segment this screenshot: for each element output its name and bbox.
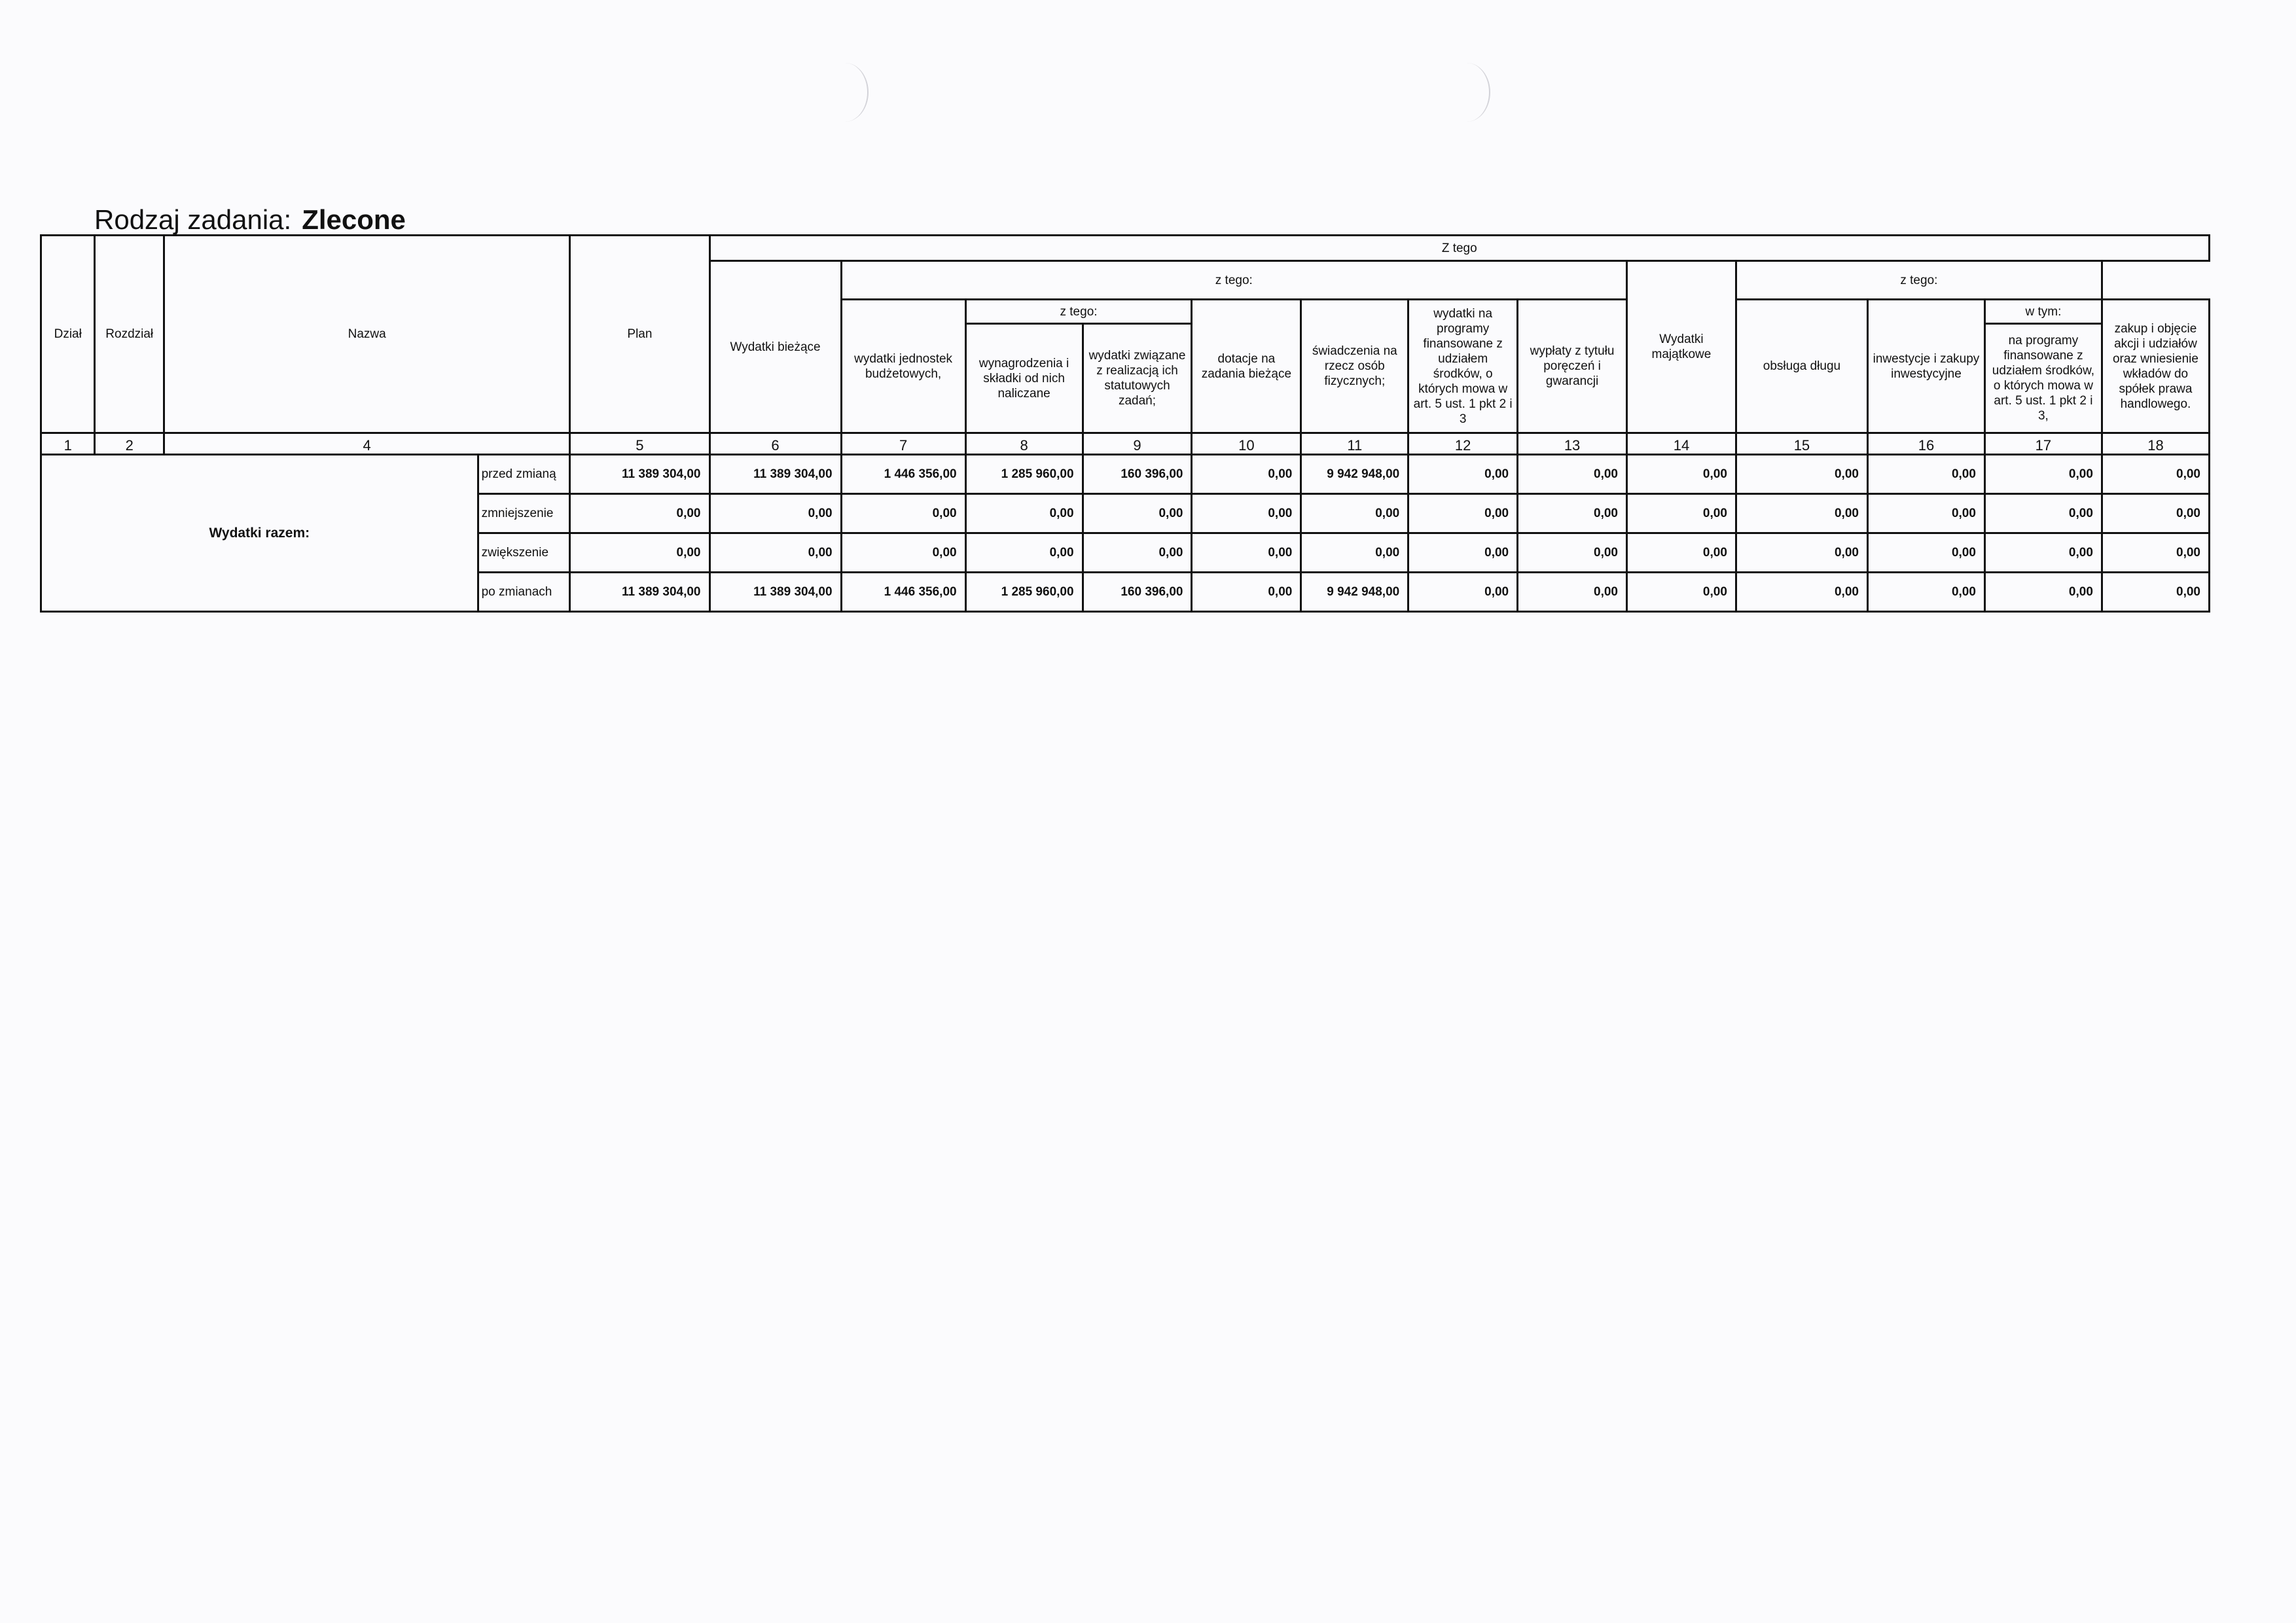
value-cell: 0,00 xyxy=(2102,533,2209,573)
column-number: 13 xyxy=(1518,433,1627,455)
column-number: 2 xyxy=(95,433,164,455)
value-cell: 0,00 xyxy=(1518,494,1627,533)
header-obsluga-dlugu: obsługa długu xyxy=(1736,300,1867,433)
header-plan: Plan xyxy=(570,236,709,433)
header-rozdzial: Rozdział xyxy=(95,236,164,433)
header-dzial: Dział xyxy=(41,236,95,433)
column-number: 6 xyxy=(709,433,841,455)
value-cell: 0,00 xyxy=(570,533,709,573)
header-na-programy: na programy finansowane z udziałem środków, o których mowa w art. 5 ust. 1 pkt 2 i 3, xyxy=(1984,324,2102,433)
value-cell: 0,00 xyxy=(1301,494,1408,533)
header-inwestycje: inwestycje i zakupy inwestycyjne xyxy=(1867,300,1984,433)
column-number-row xyxy=(41,433,2210,455)
title-prefix: Rodzaj zadania: xyxy=(94,204,292,235)
value-cell: 0,00 xyxy=(1736,455,1867,494)
title-kind: Zlecone xyxy=(302,204,406,235)
value-cell: 0,00 xyxy=(1192,455,1301,494)
column-number: 9 xyxy=(1083,433,1192,455)
value-cell: 0,00 xyxy=(1867,455,1984,494)
value-cell: 1 446 356,00 xyxy=(841,573,965,612)
value-cell: 1 285 960,00 xyxy=(965,573,1083,612)
value-cell: 0,00 xyxy=(1984,533,2102,573)
header-wydatki-statutowe: wydatki związane z realizacją ich statutowych zadań; xyxy=(1083,324,1192,433)
value-cell: 0,00 xyxy=(1518,455,1627,494)
value-cell: 0,00 xyxy=(1627,494,1736,533)
column-number: 15 xyxy=(1736,433,1867,455)
column-number: 14 xyxy=(1627,433,1736,455)
column-number: 1 xyxy=(41,433,95,455)
value-cell: 11 389 304,00 xyxy=(570,455,709,494)
value-cell: 0,00 xyxy=(709,494,841,533)
row-label: zmniejszenie xyxy=(478,494,570,533)
header-wyplaty: wypłaty z tytułu poręczeń i gwarancji xyxy=(1518,300,1627,433)
header-zakup-akcji: zakup i objęcie akcji i udziałów oraz wniesienie wkładów do spółek prawa handlowego. xyxy=(2102,300,2209,433)
value-cell: 0,00 xyxy=(2102,455,2209,494)
header-wynagrodzenia: wynagrodzenia i składki od nich naliczane xyxy=(965,324,1083,433)
column-number: 11 xyxy=(1301,433,1408,455)
value-cell: 0,00 xyxy=(841,533,965,573)
table-row xyxy=(41,455,2210,494)
value-cell: 0,00 xyxy=(1736,494,1867,533)
value-cell: 0,00 xyxy=(1984,494,2102,533)
column-number: 18 xyxy=(2102,433,2209,455)
column-number: 8 xyxy=(965,433,1083,455)
value-cell: 0,00 xyxy=(1736,573,1867,612)
value-cell: 0,00 xyxy=(1192,573,1301,612)
value-cell: 0,00 xyxy=(1192,533,1301,573)
header-wydatki-biezace: Wydatki bieżące xyxy=(709,261,841,433)
value-cell: 0,00 xyxy=(1408,455,1518,494)
row-label: przed zmianą xyxy=(478,455,570,494)
value-cell: 0,00 xyxy=(1984,573,2102,612)
row-label: zwiększenie xyxy=(478,533,570,573)
value-cell: 0,00 xyxy=(1984,455,2102,494)
column-number: 4 xyxy=(164,433,570,455)
summary-label: Wydatki razem: xyxy=(41,455,478,612)
value-cell: 0,00 xyxy=(1627,573,1736,612)
header-swiadczenia: świadczenia na rzecz osób fizycznych; xyxy=(1301,300,1408,433)
column-number: 7 xyxy=(841,433,965,455)
punch-hole-right xyxy=(1443,63,1490,122)
value-cell: 9 942 948,00 xyxy=(1301,455,1408,494)
value-cell: 0,00 xyxy=(1518,533,1627,573)
value-cell: 0,00 xyxy=(965,533,1083,573)
value-cell: 0,00 xyxy=(1192,494,1301,533)
value-cell: 160 396,00 xyxy=(1083,573,1192,612)
header-z-tego-jednostek: z tego: xyxy=(965,300,1192,324)
column-number: 17 xyxy=(1984,433,2102,455)
header-wydatki-majatkowe: Wydatki majątkowe xyxy=(1627,261,1736,433)
page-title xyxy=(94,200,406,240)
column-number: 16 xyxy=(1867,433,1984,455)
value-cell: 11 389 304,00 xyxy=(709,455,841,494)
value-cell: 9 942 948,00 xyxy=(1301,573,1408,612)
column-number: 10 xyxy=(1192,433,1301,455)
header-z-tego-top: Z tego xyxy=(709,236,2210,261)
column-number: 12 xyxy=(1408,433,1518,455)
value-cell: 11 389 304,00 xyxy=(709,573,841,612)
value-cell: 1 285 960,00 xyxy=(965,455,1083,494)
value-cell: 0,00 xyxy=(2102,573,2209,612)
value-cell: 0,00 xyxy=(965,494,1083,533)
header-wydatki-programy: wydatki na programy finansowane z udziałem środków, o których mowa w art. 5 ust. 1 pkt 2 i 3 xyxy=(1408,300,1518,433)
column-number: 5 xyxy=(570,433,709,455)
value-cell: 0,00 xyxy=(1408,533,1518,573)
value-cell: 0,00 xyxy=(1408,573,1518,612)
value-cell: 0,00 xyxy=(570,494,709,533)
value-cell: 0,00 xyxy=(1627,455,1736,494)
header-w-tym: w tym: xyxy=(1984,300,2102,324)
header-z-tego-majatkowe: z tego: xyxy=(1736,261,2102,300)
header-wydatki-jednostek: wydatki jednostek budżetowych, xyxy=(841,300,965,433)
value-cell: 0,00 xyxy=(1736,533,1867,573)
value-cell: 160 396,00 xyxy=(1083,455,1192,494)
value-cell: 0,00 xyxy=(1867,533,1984,573)
value-cell: 0,00 xyxy=(1867,573,1984,612)
budget-table xyxy=(40,234,2210,613)
header-z-tego-biezace: z tego: xyxy=(841,261,1626,300)
punch-hole-left xyxy=(821,63,869,122)
header-nazwa: Nazwa xyxy=(164,236,570,433)
header-dotacje: dotacje na zadania bieżące xyxy=(1192,300,1301,433)
value-cell: 0,00 xyxy=(1518,573,1627,612)
value-cell: 0,00 xyxy=(1083,494,1192,533)
value-cell: 0,00 xyxy=(841,494,965,533)
value-cell: 0,00 xyxy=(1408,494,1518,533)
value-cell: 0,00 xyxy=(1867,494,1984,533)
value-cell: 0,00 xyxy=(1301,533,1408,573)
value-cell: 0,00 xyxy=(709,533,841,573)
value-cell: 0,00 xyxy=(2102,494,2209,533)
value-cell: 0,00 xyxy=(1627,533,1736,573)
value-cell: 1 446 356,00 xyxy=(841,455,965,494)
row-label: po zmianach xyxy=(478,573,570,612)
value-cell: 0,00 xyxy=(1083,533,1192,573)
value-cell: 11 389 304,00 xyxy=(570,573,709,612)
